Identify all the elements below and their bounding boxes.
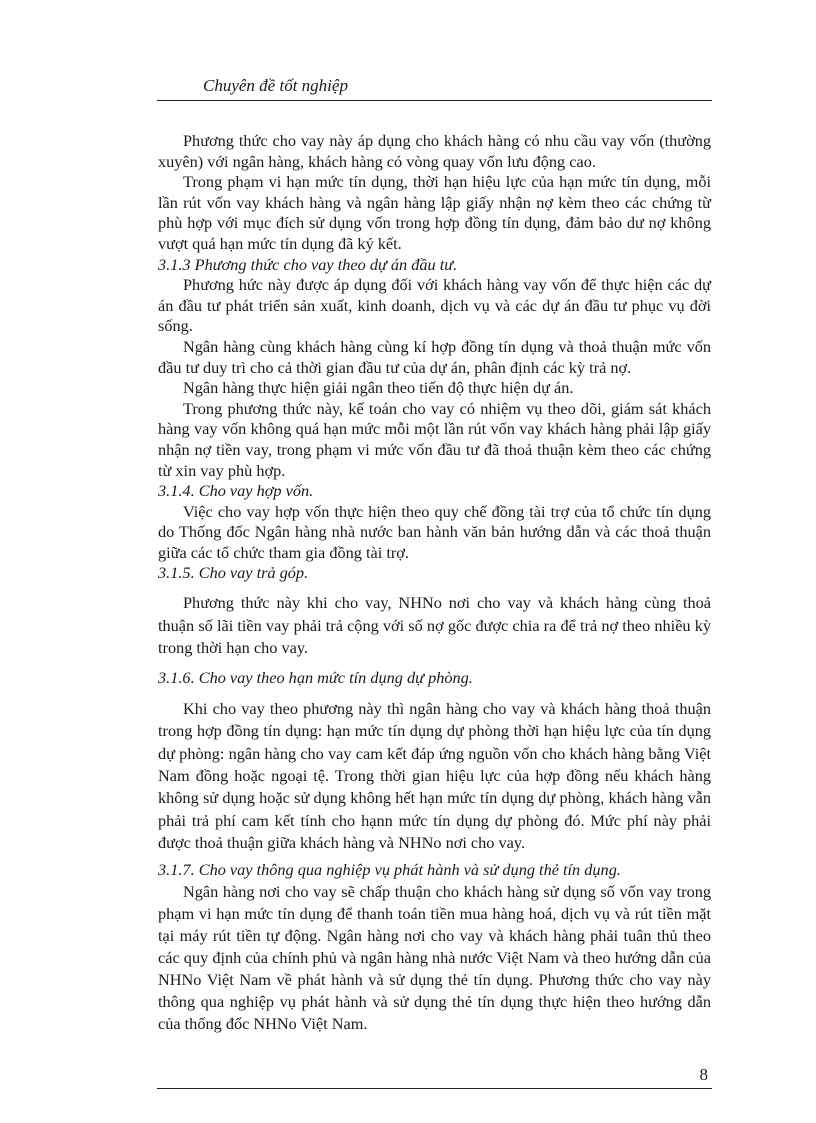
section-heading: 3.1.6. Cho vay theo hạn mức tín dụng dự phòng. bbox=[158, 667, 473, 687]
header-title: Chuyên đề tốt nghiệp bbox=[203, 76, 348, 95]
paragraph: Khi cho vay theo phương này thì ngân hàng cho vay và khách hàng thoả thuận trong hợp đồng tín dụng: hạn mức tín dụng dự phòng thời hạn hiệu lực của tín dụng dự phòng: ngân hàng cho vay cam kết đáp ứng nguồn vốn cho khách hàng bằng Việt Nam đồng hoặc ngoại tệ. Trong thời gian hiệu lực của hợp đồng nếu khách hàng không sử dụng hoặc sử dụng không hết hạn mức tín dụng dự phòng, khách hàng vẫn phải trả phí cam kết tính cho hạnn mức tín dụng dự phòng đó. Mức phí này phải được thoả thuận giữa khách hàng và NHNo nơi cho vay. bbox=[158, 699, 711, 852]
paragraph: Ngân hàng thực hiện giải ngân theo tiến độ thực hiện dự án. bbox=[183, 378, 574, 398]
document-body bbox=[158, 131, 711, 1035]
section-heading: 3.1.5. Cho vay trả góp. bbox=[158, 563, 309, 583]
paragraph: Trong phạm vi hạn mức tín dụng, thời hạn hiệu lực của hạn mức tín dụng, mỗi lần rút vốn vay khách hàng và ngân hàng lập giấy nhận nợ kèm theo các chứng từ phù hợp với mục đích sử dụng vốn trong hợp đồng tín dụng, đảm bảo dư nợ không vượt quá hạn mức tín dụng đã ký kết. bbox=[158, 172, 711, 253]
page-header bbox=[157, 74, 712, 101]
paragraph: Phương hức này được áp dụng đối với khách hàng vay vốn để thực hiện các dự án đầu tư phát triển sản xuất, kinh doanh, dịch vụ và các dự án đầu tư phục vụ đời sống. bbox=[158, 275, 711, 336]
section-heading: 3.1.7. Cho vay thông qua nghiệp vụ phát hành và sử dụng thẻ tín dụng. bbox=[158, 860, 621, 880]
section-heading: 3.1.4. Cho vay hợp vốn. bbox=[158, 481, 314, 501]
page-number: 8 bbox=[699, 1065, 708, 1084]
page-footer bbox=[157, 1064, 712, 1089]
paragraph: Ngân hàng nơi cho vay sẽ chấp thuận cho khách hàng sử dụng số vốn vay trong phạm vi hạn mức tín dụng để thanh toán tiền mua hàng hoá, dịch vụ và rút tiền mặt tại máy rút tiền tự động. Ngân hàng nơi cho vay và khách hàng phải tuân thủ theo các quy định của chính phủ và ngân hàng nhà nước Việt Nam và theo hướng dẫn của NHNo Việt Nam về phát hành và sử dụng thẻ tín dụng. Phương thức cho vay này thông qua nghiệp vụ phát hành và sử dụng thẻ tín dụng thực hiện theo hướng dẫn của thống đốc NHNo Việt Nam. bbox=[158, 881, 711, 1033]
paragraph: Việc cho vay hợp vốn thực hiện theo quy chế đồng tài trợ của tổ chức tín dụng do Thống đốc Ngân hàng nhà nước ban hành văn bản hướng dẫn và các thoả thuận giữa các tổ chức tham gia đồng tài trợ. bbox=[158, 501, 711, 562]
paragraph: Phương thức này khi cho vay, NHNo nơi cho vay và khách hàng cùng thoả thuận số lãi tiền vay phải trả cộng với số nợ gốc được chia ra để trả nợ theo nhiều kỳ trong thời hạn cho vay. bbox=[158, 593, 711, 658]
section-heading: 3.1.3 Phương thức cho vay theo dự án đầu tư. bbox=[158, 254, 458, 274]
paragraph: Trong phương thức này, kế toán cho vay có nhiệm vụ theo dõi, giám sát khách hàng vay vốn không quá hạn mức mỗi một lần rút vốn vay khách hàng phải lập giấy nhận nợ tiền vay, trong phạm vi mức vốn đầu tư đã thoả thuận kèm theo các chứng từ xin vay phù hợp. bbox=[158, 398, 711, 480]
paragraph: Ngân hàng cùng khách hàng cùng kí hợp đồng tín dụng và thoả thuận mức vốn đầu tư duy trì cho cả thời gian đầu tư của dự án, phân định các kỳ trả nợ. bbox=[158, 336, 711, 377]
paragraph: Phương thức cho vay này áp dụng cho khách hàng có nhu cầu vay vốn (thường xuyên) với ngân hàng, khách hàng có vòng quay vốn lưu động cao. bbox=[158, 131, 711, 171]
